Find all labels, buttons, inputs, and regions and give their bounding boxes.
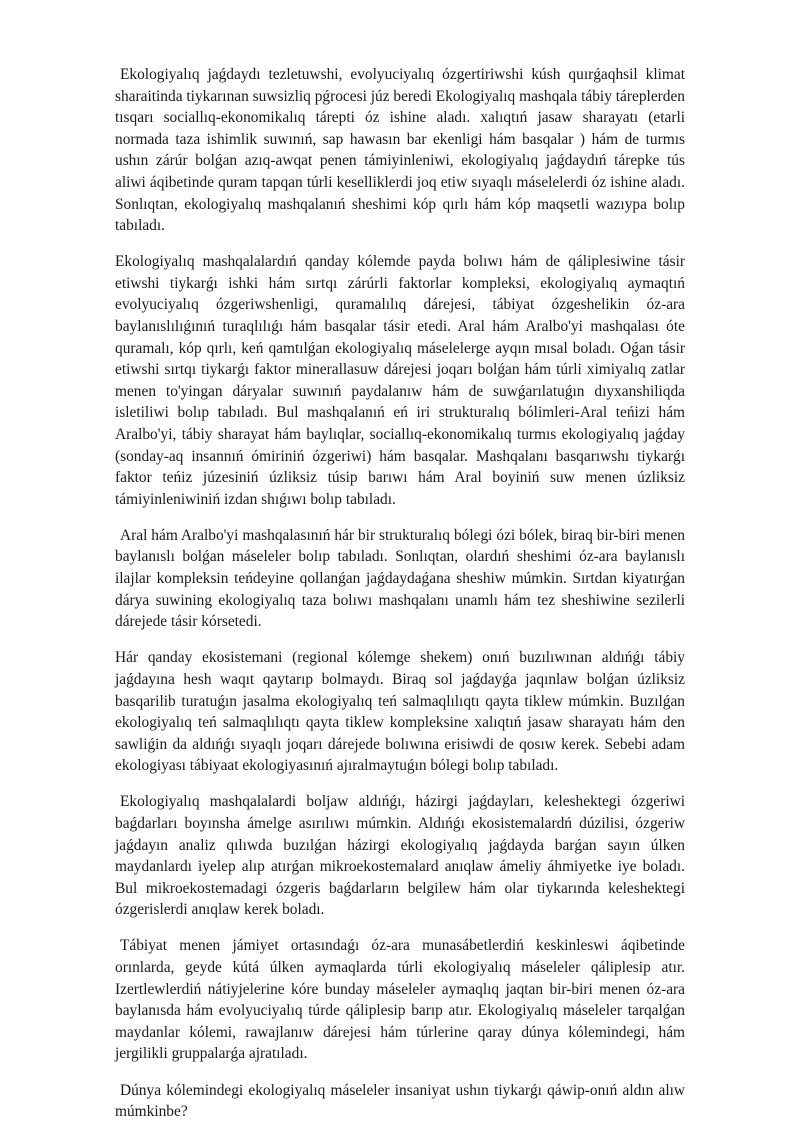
document-page (115, 64, 685, 1137)
paragraph-2: Ekologiyalıq mashqalalardıń qanday kólemde payda bolıwı hám de qáliplesiwine tásir etiwshi tiykarǵı ishki hám sırtqı zárúrli faktorlar kompleksi, ekologiyalıq aymaqtıń evolyuciyalıq ózgeriwshenligi, quramalılıq dárejesi, tábiyat ózgeshelikin óz-ara baylanıslılıǵınıń turaqlılıǵı hám basqalar tásir etedi. Aral hám Aralbo'yi mashqalası óte quramalı, kóp qırlı, keń qamtılǵan ekologiyalıq máselelerge ayqın mısal boladı. Oǵan tásir etiwshi sırtqı tiykarǵı faktor minerallasuw dárejesi joqarı bolǵan hám túrli ximiyalıq zatlar menen to'yingan dáryalar suwınıń paydalanıw hám de suwǵarılatuǵın dıyxanshiliqda isletiliwi bolıp tabıladı. Bul mashqalanıń eń iri strukturalıq bólimleri-Aral teńizi hám Aralbo'yi, tábiy sharayat hám baylıqlar, sociallıq-ekonomikalıq turmıs ekologiyalıq jaǵday (sonday-aq insannıń ómiriniń ózgeriwi) hám basqalar. Mashqalanı basqarıwshı tiykarǵı faktor teńiz júzesiniń úzliksiz túsip barıwı hám Aral boyiniń suw menen úzliksiz támiyinleniwiniń izdan shıǵıwı bolıp tabıladı. (115, 253, 685, 508)
paragraph-7: Dúnya kólemindegi ekologiyalıq máseleler insaniyat ushın tiykarǵı qáwip-onıń aldın alıw múmkinbe? (115, 1081, 685, 1121)
paragraph-5: Ekologiyalıq mashqalalardi boljaw aldıńǵı, házirgi jaǵdayları, keleshektegi ózgeriwi baǵdarları boyınsha ámelge asırılıwı múmkin. Aldıńǵı ekosistemalardń dúzilisi, ózgeriw jaǵdayın analiz qılıwda buzılǵan házirgi ekologiyalıq jaǵdayda barǵan sayın úlken maydanlardı iyelep alıp atırǵan mikroekostemalard anıqlaw ámeliy áhmiyetke iye boladı. Bul mikroekostemadagi ózgeris baǵdarların belgilew hám olar tiykarında keleshektegi ózgerislerdi anıqlaw kerek boladı. (115, 793, 685, 919)
paragraph-3: Aral hám Aralbo'yi mashqalasınıń hár bir strukturalıq bólegi ózi bólek, biraq bir-biri menen baylanıslı bolǵan máseleler bolıp tabıladı. Sonlıqtan, olardıń sheshimi óz-ara baylanıslı ilajlar kompleksin teńdeyine qollanǵan jaǵdaydaǵana sheshiw múmkin. Sırtdan kiyatırǵan dárya suwining ekologiyalıq taza bolıwı mashqalanı unamlı hám tez sheshiwine sezilerli dárejede tásir kórsetedi. (115, 526, 685, 631)
paragraph-4: Hár qanday ekosistemani (regional kólemge shekem) onıń buzılıwınan aldıńǵı tábiy jaǵdayına hesh waqıt qaytarıp bolmaydı. Biraq sol jaǵdayǵa jaqınlaw bolǵan úzliksiz basqarilib turatuǵın jasalma ekologiyalıq teń salmaqlılıqtı qayta tiklew múmkin. Buzılǵan ekologiyalıq teń salmaqlılıqtı qayta tiklew kompleksine xalıqtıń jasaw sharayatı hám den sawliǵin da aldıńǵı sıyaqlı joqarı dárejede bolıwına erisiwdi de qosıw kerek. Sebebi adam ekologiyası tábiyaat ekologiyasınıń ajıralmaytuǵın bólegi bolıp tabıladı. (115, 649, 685, 775)
paragraph-1: Ekologiyalıq jaǵdaydı tezletuwshi, evolyuciyalıq ózgertiriwshi kúsh quırǵaqhsil klimat sharaitinda tiykarınan suwsizliq pǵrocesi júz beredi Ekologiyalıq mashqala tábiy táreplerden tısqarı sociallıq-ekonomikalıq tárepti óz ishine aladı. xalıqtıń jasaw sharayatı (etarli normada taza ishimlik suwınıń, sap hawasın bar ekenligi hám basqalar ) hám de turmıs ushın zárúr bolǵan azıq-awqat penen támiyinleniwi, ekologiyalıq jaǵdaydıń tárepke tús aliwi áqibetinde quram tapqan túrli keselliklerdi joq etiw sıyaqlı máselelerdi óz ishine aladı. Sonlıqtan, ekologiyalıq mashqalanıń sheshimi kóp qırlı hám kóp maqsetli wazıypa bolıp tabıladı. (115, 66, 685, 235)
paragraph-6: Tábiyat menen jámiyet ortasındaǵı óz-ara munasábetlerdiń keskinleswi áqibetinde orınlarda, geyde kútá úlken aymaqlarda túrli ekologiyalıq máseleler qáliplesip atır. Izertlewlerdiń nátiyjelerine kóre bunday máseleler aymaqlıq jaqtan bir-biri menen óz-ara baylanısda hám evolyuciyalıq túrde qáliplesip barıp atır. Ekologiyalıq máseleler tarqalǵan maydanlar kólemi, rawajlanıw dárejesi hám túrlerine qaray dúnya kólemindegi, hám jergilikli gruppalarǵa ajratıladı. (115, 937, 685, 1063)
